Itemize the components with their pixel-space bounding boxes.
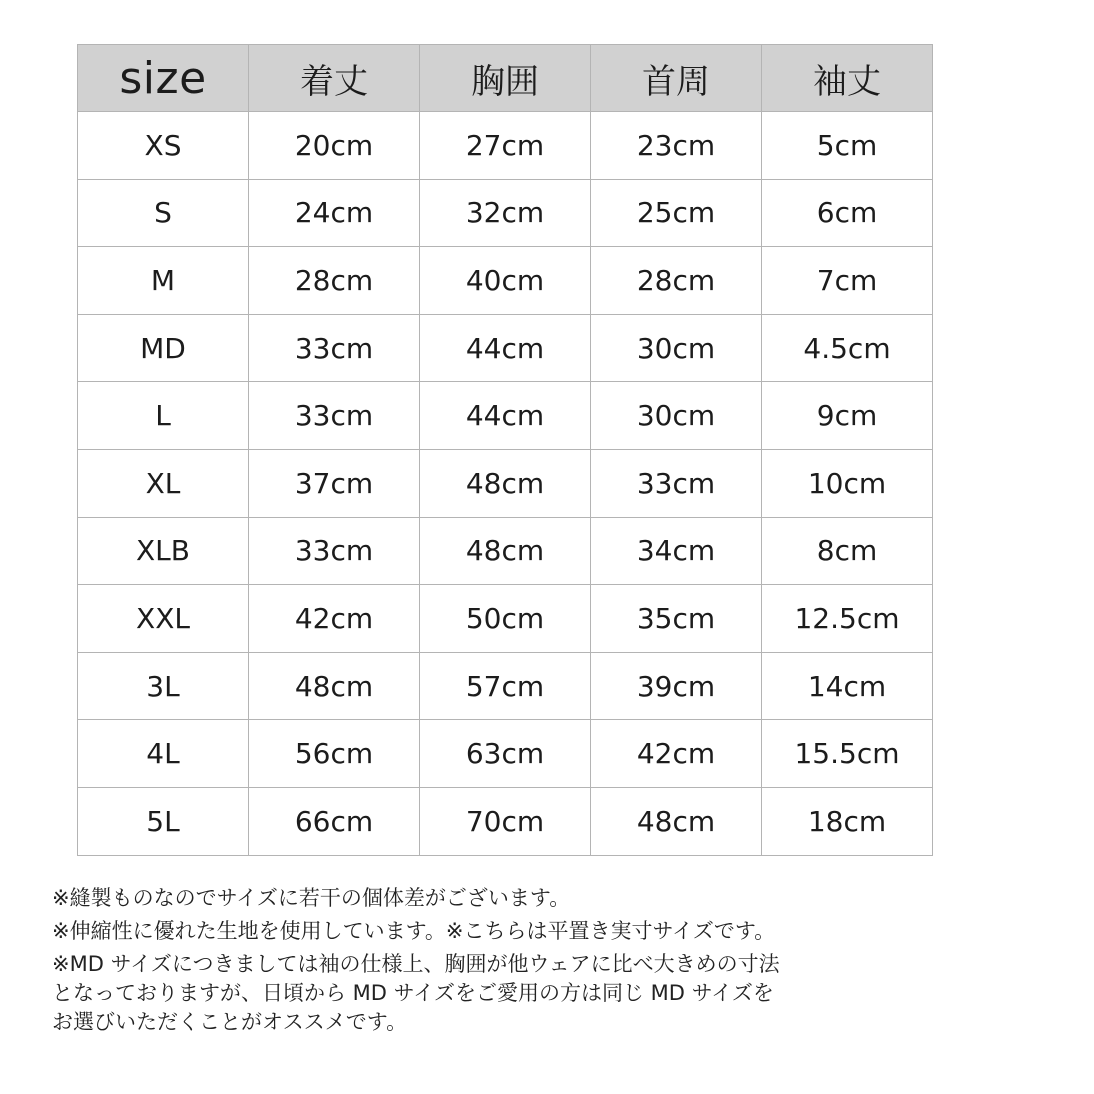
note-md-size-line-3: お選びいただくことがオススメです。 xyxy=(52,1010,408,1034)
cell-length: 56cm xyxy=(249,720,420,788)
cell-sleeve: 5cm xyxy=(762,112,933,180)
cell-sleeve: 15.5cm xyxy=(762,720,933,788)
note-stretch-fabric: ※伸縮性に優れた生地を使用しています。※こちらは平置き実寸サイズです。 xyxy=(52,919,776,943)
header-size: size xyxy=(78,45,249,112)
cell-size: S xyxy=(78,179,249,247)
header-sleeve: 袖丈 xyxy=(762,45,933,112)
cell-neck: 48cm xyxy=(591,787,762,855)
cell-neck: 28cm xyxy=(591,247,762,315)
cell-chest: 48cm xyxy=(420,517,591,585)
cell-length: 33cm xyxy=(249,517,420,585)
cell-neck: 23cm xyxy=(591,112,762,180)
cell-size: 3L xyxy=(78,652,249,720)
cell-size: 4L xyxy=(78,720,249,788)
cell-neck: 34cm xyxy=(591,517,762,585)
cell-sleeve: 18cm xyxy=(762,787,933,855)
table-row xyxy=(78,449,933,517)
cell-size: XLB xyxy=(78,517,249,585)
cell-sleeve: 9cm xyxy=(762,382,933,450)
note-md-size-line-2: となっておりますが、日頃から MD サイズをご愛用の方は同じ MD サイズを xyxy=(52,981,774,1005)
cell-length: 24cm xyxy=(249,179,420,247)
cell-sleeve: 8cm xyxy=(762,517,933,585)
cell-sleeve: 6cm xyxy=(762,179,933,247)
cell-size: MD xyxy=(78,314,249,382)
table-row xyxy=(78,247,933,315)
note-individual-variation: ※縫製ものなのでサイズに若干の個体差がございます。 xyxy=(52,886,571,910)
cell-length: 42cm xyxy=(249,585,420,653)
cell-length: 20cm xyxy=(249,112,420,180)
header-length: 着丈 xyxy=(249,45,420,112)
cell-length: 28cm xyxy=(249,247,420,315)
cell-neck: 42cm xyxy=(591,720,762,788)
cell-length: 33cm xyxy=(249,382,420,450)
cell-size: 5L xyxy=(78,787,249,855)
cell-length: 33cm xyxy=(249,314,420,382)
cell-size: XXL xyxy=(78,585,249,653)
cell-chest: 70cm xyxy=(420,787,591,855)
table-row xyxy=(78,179,933,247)
table-row xyxy=(78,112,933,180)
header-chest: 胸囲 xyxy=(420,45,591,112)
notes-section xyxy=(52,884,1072,1041)
table-row xyxy=(78,517,933,585)
cell-chest: 27cm xyxy=(420,112,591,180)
cell-neck: 39cm xyxy=(591,652,762,720)
table-row xyxy=(78,652,933,720)
cell-length: 66cm xyxy=(249,787,420,855)
cell-size: M xyxy=(78,247,249,315)
cell-sleeve: 4.5cm xyxy=(762,314,933,382)
cell-chest: 48cm xyxy=(420,449,591,517)
cell-size: XL xyxy=(78,449,249,517)
note-md-size-line-1: ※MD サイズにつきましては袖の仕様上、胸囲が他ウェアに比べ大きめの寸法 xyxy=(52,952,780,976)
cell-chest: 50cm xyxy=(420,585,591,653)
size-chart-body xyxy=(78,112,933,856)
table-row xyxy=(78,585,933,653)
size-chart-table xyxy=(77,44,933,856)
header-neck: 首周 xyxy=(591,45,762,112)
cell-chest: 44cm xyxy=(420,382,591,450)
table-row xyxy=(78,720,933,788)
note-md-size xyxy=(52,950,1072,1037)
cell-size: L xyxy=(78,382,249,450)
cell-sleeve: 12.5cm xyxy=(762,585,933,653)
cell-neck: 33cm xyxy=(591,449,762,517)
cell-length: 37cm xyxy=(249,449,420,517)
cell-chest: 32cm xyxy=(420,179,591,247)
size-chart-header xyxy=(78,45,933,112)
cell-sleeve: 7cm xyxy=(762,247,933,315)
cell-chest: 40cm xyxy=(420,247,591,315)
cell-size: XS xyxy=(78,112,249,180)
cell-neck: 30cm xyxy=(591,382,762,450)
table-row xyxy=(78,787,933,855)
table-row xyxy=(78,382,933,450)
cell-sleeve: 10cm xyxy=(762,449,933,517)
cell-neck: 25cm xyxy=(591,179,762,247)
cell-chest: 57cm xyxy=(420,652,591,720)
table-row xyxy=(78,314,933,382)
cell-neck: 35cm xyxy=(591,585,762,653)
cell-chest: 63cm xyxy=(420,720,591,788)
cell-neck: 30cm xyxy=(591,314,762,382)
header-row xyxy=(78,45,933,112)
cell-length: 48cm xyxy=(249,652,420,720)
cell-chest: 44cm xyxy=(420,314,591,382)
cell-sleeve: 14cm xyxy=(762,652,933,720)
